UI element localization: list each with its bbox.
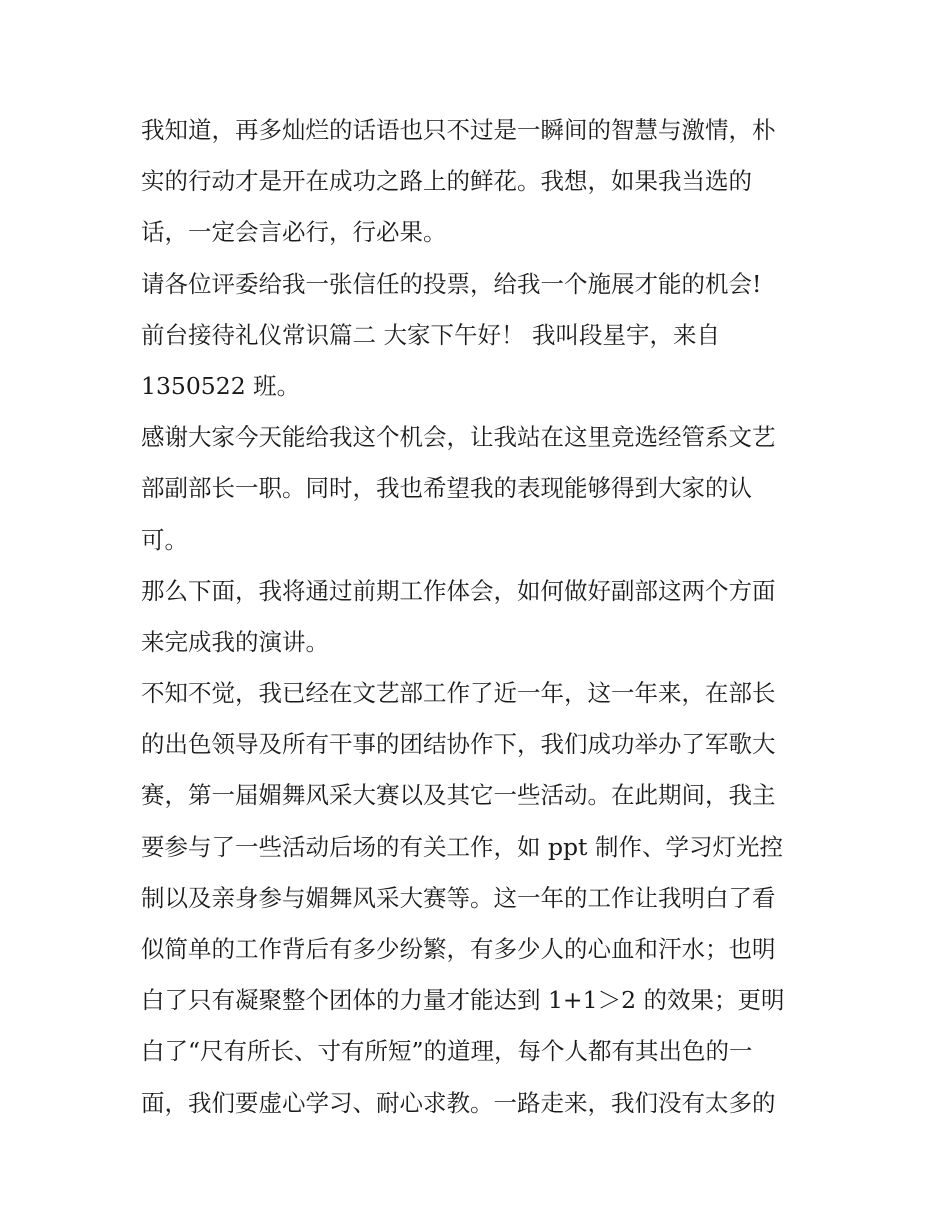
text-line: 1350522 班。 [141, 371, 301, 400]
text-line: 制以及亲身参与媚舞风采大赛等。这一年的工作让我明白了看 [141, 883, 776, 912]
text-line: 可。 [141, 525, 188, 554]
text-line: 似简单的工作背后有多少纷繁，有多少人的心血和汗水；也明 [141, 935, 776, 963]
text-line: 感谢大家今天能给我这个机会，让我站在这里竞选经管系文艺 [141, 423, 776, 452]
text-line: 那么下面，我将通过前期工作体会，如何做好副部这两个方面 [141, 576, 776, 605]
text-line: 前台接待礼仪常识篇二 大家下午好！ 我叫段星宇，来自 [141, 320, 720, 349]
text-line: 不知不觉，我已经在文艺部工作了近一年，这一年来，在部长 [141, 679, 776, 708]
text-line: 来完成我的演讲。 [141, 627, 329, 656]
text-line: 白了“尺有所长、寸有所短”的道理，每个人都有其出色的一 [141, 1037, 753, 1066]
text-line: 话，一定会言必行，行必果。 [141, 218, 447, 247]
text-line: 实的行动才是开在成功之路上的鲜花。我想，如果我当选的 [141, 167, 752, 196]
text-line: 部副部长一职。同时，我也希望我的表现能够得到大家的认 [141, 474, 752, 503]
text-line: 要参与了一些活动后场的有关工作，如 ppt 制作、学习灯光控 [141, 832, 783, 861]
text-line: 的出色领导及所有干事的团结协作下，我们成功举办了军歌大 [141, 730, 776, 759]
document-body [141, 105, 831, 1129]
text-line: 面，我们要虚心学习、耐心求教。一路走来，我们没有太多的 [141, 1088, 776, 1117]
text-line: 白了只有凝聚整个团体的力量才能达到 1+1＞2 的效果；更明 [141, 986, 785, 1015]
text-line: 请各位评委给我一张信任的投票，给我一个施展才能的机会! [141, 269, 762, 298]
text-line: 赛，第一届媚舞风采大赛以及其它一些活动。在此期间，我主 [141, 781, 776, 810]
text-line: 我知道，再多灿烂的话语也只不过是一瞬间的智慧与激情，朴 [141, 116, 776, 144]
